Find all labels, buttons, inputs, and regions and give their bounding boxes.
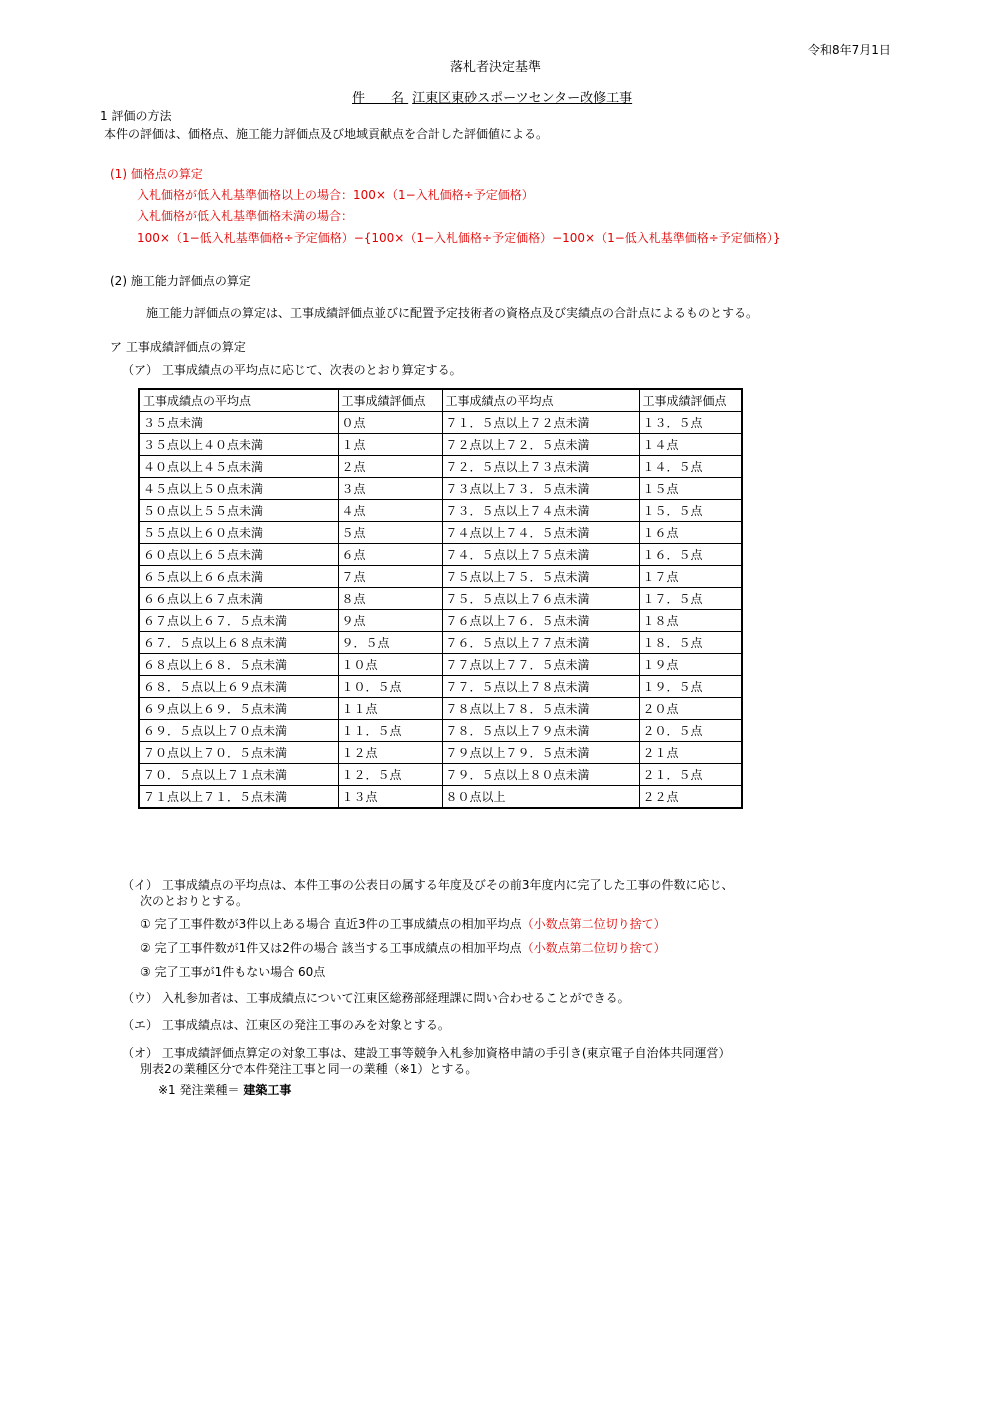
subject-value: 江東区東砂スポーツセンター改修工事: [412, 91, 633, 106]
performance-sub-a: （ア） 工事成績点の平均点に応じて、次表のとおり算定する。: [122, 363, 462, 377]
document-date: 令和8年7月1日: [808, 43, 891, 57]
table-cell: ２０．５点: [639, 720, 742, 742]
performance-heading: ア 工事成績評価点の算定: [110, 340, 246, 354]
table-cell: １６．５点: [639, 544, 742, 566]
table-row: [139, 588, 742, 610]
table-row: [139, 610, 742, 632]
table-cell: １９．５点: [639, 676, 742, 698]
table-cell: ２点: [338, 456, 442, 478]
table-cell: １５点: [639, 478, 742, 500]
table-cell: １４点: [639, 434, 742, 456]
table-cell: ４点: [338, 500, 442, 522]
table-cell: ６８点以上６８．５点未満: [139, 654, 338, 676]
section1-intro: 本件の評価は、価格点、施工能力評価点及び地域貢献点を合計した評価値による。: [104, 127, 549, 141]
table-cell: ７０点以上７０．５点未満: [139, 742, 338, 764]
table-cell: ８０点以上: [442, 786, 639, 809]
price-heading: (1) 価格点の算定: [110, 167, 203, 181]
table-cell: １２．５点: [338, 764, 442, 786]
table-cell: ８点: [338, 588, 442, 610]
table-row: [139, 786, 742, 809]
table-cell: ７３．５点以上７４点未満: [442, 500, 639, 522]
table-cell: １１点: [338, 698, 442, 720]
table-cell: ７８点以上７８．５点未満: [442, 698, 639, 720]
table-cell: １７．５点: [639, 588, 742, 610]
table-cell: ７７．５点以上７８点未満: [442, 676, 639, 698]
section1-heading: 1 評価の方法: [100, 109, 172, 123]
table-row: [139, 764, 742, 786]
table-cell: ５５点以上６０点未満: [139, 522, 338, 544]
score-table-body: [139, 389, 742, 808]
table-row: [139, 478, 742, 500]
table-row: [139, 698, 742, 720]
table-row: [139, 412, 742, 434]
table-cell: ７９．５点以上８０点未満: [442, 764, 639, 786]
header-cell: 工事成績評価点: [639, 389, 742, 412]
table-cell: ６０点以上６５点未満: [139, 544, 338, 566]
table-row: [139, 720, 742, 742]
table-row: [139, 434, 742, 456]
table-cell: ７５点以上７５．５点未満: [442, 566, 639, 588]
table-cell: ４０点以上４５点未満: [139, 456, 338, 478]
note-case-1: [140, 916, 666, 932]
table-cell: ５点: [338, 522, 442, 544]
price-formula-3: 100×（1−低入札基準価格÷予定価格）−{100×（1−入札価格÷予定価格）−100×（1−低入札基準価格÷予定価格）}: [137, 231, 781, 245]
case-2-text: ② 完了工事件数が1件又は2件の場合 該当する工事成績点の相加平均点: [140, 941, 522, 955]
table-cell: １点: [338, 434, 442, 456]
table-row: [139, 566, 742, 588]
note-e: （エ） 工事成績点は、江東区の発注工事のみを対象とする。: [122, 1018, 450, 1032]
table-cell: ６８．５点以上６９点未満: [139, 676, 338, 698]
note-o-line1: （オ） 工事成績評価点算定の対象工事は、建設工事等競争入札参加資格申請の手引き(東京電子自治体共同運営）: [122, 1046, 731, 1060]
case-2-rounding: （小数点第二位切り捨て）: [521, 941, 666, 955]
table-cell: ７２点以上７２．５点未満: [442, 434, 639, 456]
table-cell: １８．５点: [639, 632, 742, 654]
footnote-label: ※1 発注業種＝: [158, 1083, 240, 1097]
table-cell: ９点: [338, 610, 442, 632]
capability-text: 施工能力評価点の算定は、工事成績評価点並びに配置予定技術者の資格点及び実績点の合計点によるものとする。: [146, 306, 759, 320]
score-table: [138, 388, 743, 809]
table-cell: １８点: [639, 610, 742, 632]
table-cell: １５．５点: [639, 500, 742, 522]
case-1-text: ① 完了工事件数が3件以上ある場合 直近3件の工事成績点の相加平均点: [140, 917, 522, 931]
table-cell: １３点: [338, 786, 442, 809]
table-cell: ７２．５点以上７３点未満: [442, 456, 639, 478]
note-i-line1: （イ） 工事成績点の平均点は、本件工事の公表日の属する年度及びその前3年度内に完了した工事の件数に応じ、: [122, 878, 734, 892]
table-header-row: [139, 389, 742, 412]
table-cell: ７０．５点以上７１点未満: [139, 764, 338, 786]
table-cell: ３５点以上４０点未満: [139, 434, 338, 456]
table-cell: ７点: [338, 566, 442, 588]
price-formula-1: 入札価格が低入札基準価格以上の場合：100×（1−入札価格÷予定価格）: [137, 188, 534, 202]
table-cell: ３点: [338, 478, 442, 500]
note-i-line2: 次のとおりとする。: [140, 894, 249, 908]
document-title: 落札者決定基準: [450, 60, 542, 75]
table-cell: ９．５点: [338, 632, 442, 654]
table-row: [139, 522, 742, 544]
table-cell: ７１．５点以上７２点未満: [442, 412, 639, 434]
table-cell: ６点: [338, 544, 442, 566]
table-cell: １４．５点: [639, 456, 742, 478]
header-cell: 工事成績評価点: [338, 389, 442, 412]
table-cell: ５０点以上５５点未満: [139, 500, 338, 522]
table-row: [139, 500, 742, 522]
table-cell: ２２点: [639, 786, 742, 809]
table-cell: ７４点以上７４．５点未満: [442, 522, 639, 544]
table-cell: ３５点未満: [139, 412, 338, 434]
table-row: [139, 654, 742, 676]
footnote-value: 建築工事: [243, 1083, 292, 1097]
subject-line: [352, 91, 632, 107]
table-cell: ２０点: [639, 698, 742, 720]
table-cell: １３．５点: [639, 412, 742, 434]
table-cell: ４５点以上５０点未満: [139, 478, 338, 500]
note-case-2: [140, 940, 666, 956]
table-cell: ７５．５点以上７６点未満: [442, 588, 639, 610]
table-cell: ２１点: [639, 742, 742, 764]
table-cell: ６９点以上６９．５点未満: [139, 698, 338, 720]
table-cell: １６点: [639, 522, 742, 544]
table-cell: １２点: [338, 742, 442, 764]
table-cell: １７点: [639, 566, 742, 588]
case-1-rounding: （小数点第二位切り捨て）: [521, 917, 666, 931]
table-cell: ６６点以上６７点未満: [139, 588, 338, 610]
table-row: [139, 676, 742, 698]
subject-label: 件 名: [352, 91, 405, 106]
table-cell: ２１．５点: [639, 764, 742, 786]
table-cell: １０点: [338, 654, 442, 676]
table-cell: ６７．５点以上６８点未満: [139, 632, 338, 654]
table-cell: ７１点以上７１．５点未満: [139, 786, 338, 809]
table-cell: ７３点以上７３．５点未満: [442, 478, 639, 500]
table-row: [139, 544, 742, 566]
table-row: [139, 632, 742, 654]
note-case-3: ③ 完了工事が1件もない場合 60点: [140, 965, 326, 979]
table-cell: ７８．５点以上７９点未満: [442, 720, 639, 742]
table-cell: ６７点以上６７．５点未満: [139, 610, 338, 632]
table-cell: １０．５点: [338, 676, 442, 698]
header-cell: 工事成績点の平均点: [139, 389, 338, 412]
table-cell: ７９点以上７９．５点未満: [442, 742, 639, 764]
table-cell: ０点: [338, 412, 442, 434]
footnote: [158, 1082, 291, 1098]
table-cell: ７７点以上７７．５点未満: [442, 654, 639, 676]
table-row: [139, 456, 742, 478]
table-cell: １９点: [639, 654, 742, 676]
header-cell: 工事成績点の平均点: [442, 389, 639, 412]
table-cell: １１．５点: [338, 720, 442, 742]
price-formula-2: 入札価格が低入札基準価格未満の場合：: [137, 209, 354, 223]
table-cell: ７６点以上７６．５点未満: [442, 610, 639, 632]
note-u: （ウ） 入札参加者は、工事成績点について江東区総務部経理課に問い合わせることができる。: [122, 991, 630, 1005]
table-cell: ６５点以上６６点未満: [139, 566, 338, 588]
table-cell: ７４．５点以上７５点未満: [442, 544, 639, 566]
note-o-line2: 別表2の業種区分で本件発注工事と同一の業種（※1）とする。: [140, 1062, 478, 1076]
table-cell: ７６．５点以上７７点未満: [442, 632, 639, 654]
table-row: [139, 742, 742, 764]
capability-heading: (2) 施工能力評価点の算定: [110, 274, 251, 288]
table-cell: ６９．５点以上７０点未満: [139, 720, 338, 742]
